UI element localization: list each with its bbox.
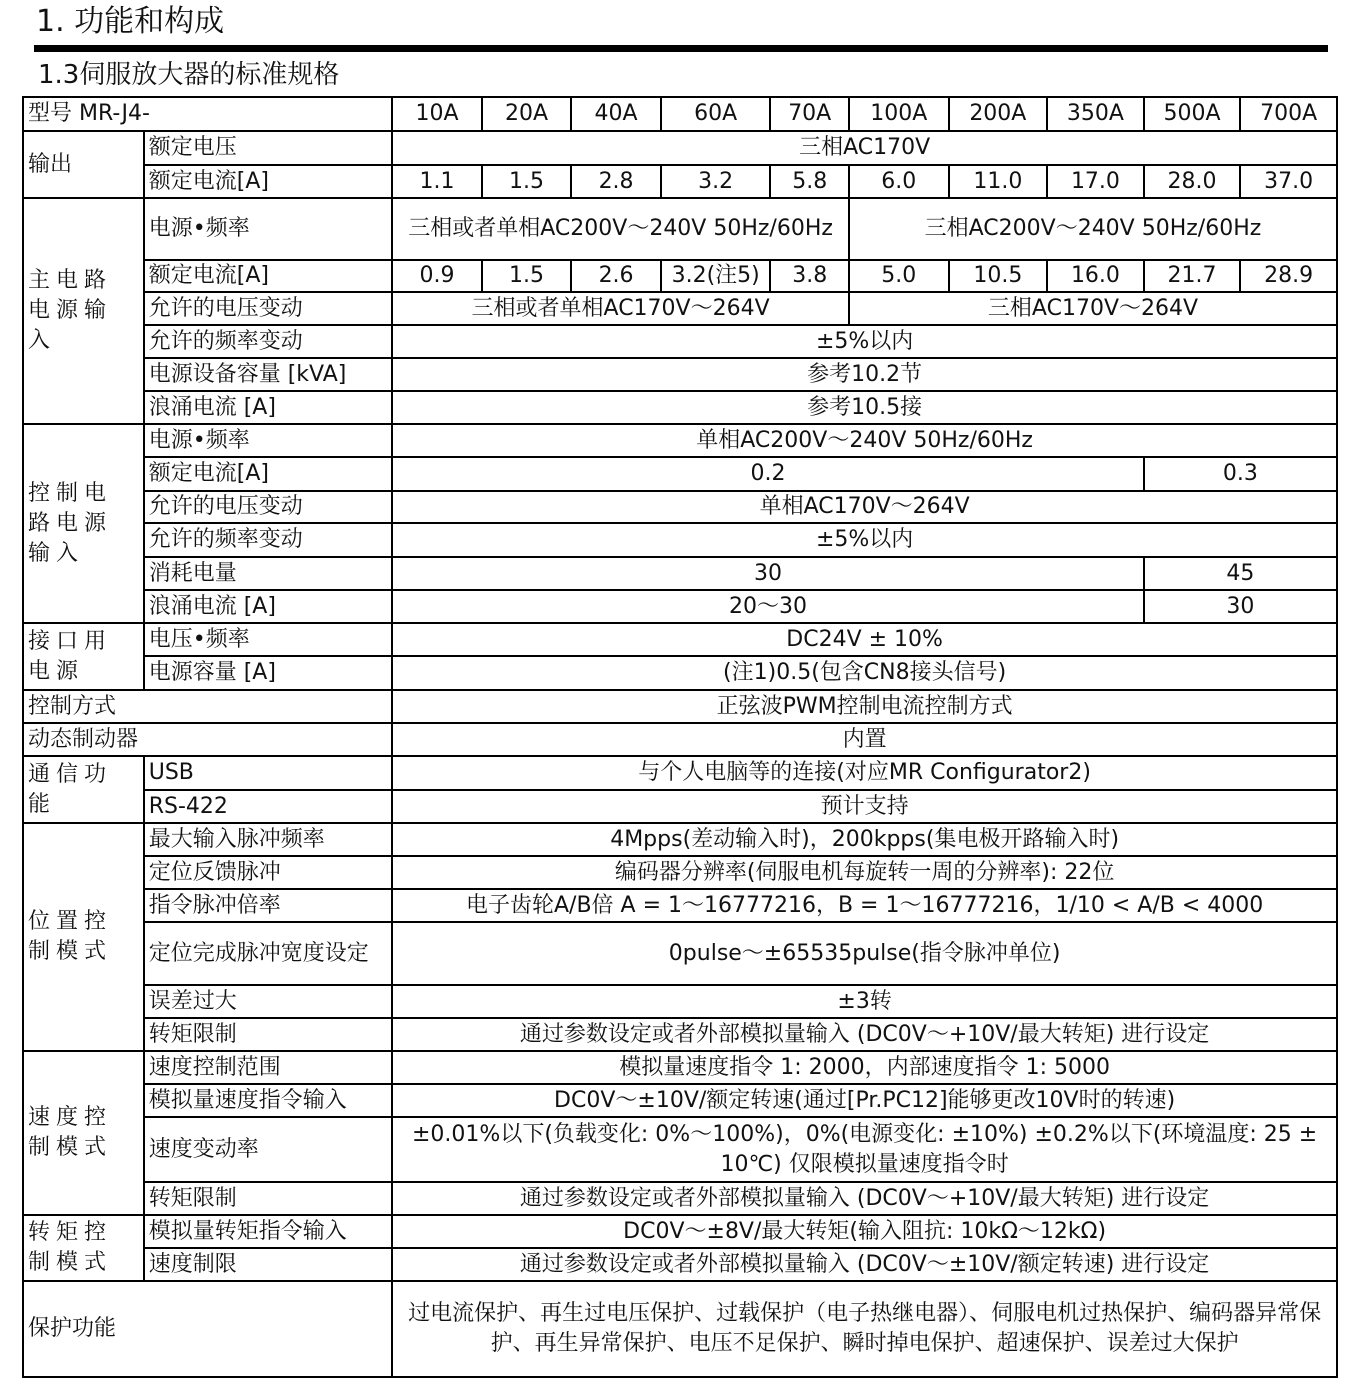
row-value: 30 <box>1144 590 1337 623</box>
table-row <box>23 198 1337 260</box>
model-cell: 20A <box>482 97 572 131</box>
table-row <box>23 623 1337 656</box>
row-value: 三相AC170V <box>392 131 1337 165</box>
row-label: 允许的电压变动 <box>144 292 393 325</box>
model-cell: 60A <box>661 97 771 131</box>
row-value: 单相AC170V～264V <box>392 491 1337 523</box>
row-label: 额定电流[A] <box>144 260 393 292</box>
group-control-circuit: 控制电路电源输入 <box>23 424 144 623</box>
value-cell: 17.0 <box>1047 165 1144 198</box>
table-row <box>23 1051 1337 1084</box>
table-row <box>23 723 1337 756</box>
row-label: 控制方式 <box>23 690 392 723</box>
table-row <box>23 457 1337 491</box>
row-value: 0.3 <box>1144 457 1337 491</box>
table-row <box>23 656 1337 690</box>
row-label: RS-422 <box>144 790 393 823</box>
table-row <box>23 391 1337 424</box>
value-cell: 3.2(注5) <box>661 260 771 292</box>
row-value: DC24V ± 10% <box>392 623 1337 656</box>
section-divider <box>34 45 1328 52</box>
row-label: 允许的频率变动 <box>144 523 393 557</box>
group-main-circuit: 主电路电源输入 <box>23 198 144 424</box>
table-row <box>23 1281 1337 1377</box>
row-value: 三相AC170V～264V <box>849 292 1337 325</box>
value-cell: 2.6 <box>571 260 661 292</box>
table-row <box>23 889 1337 922</box>
table-row <box>23 260 1337 292</box>
row-label: 额定电流[A] <box>144 457 393 491</box>
row-label: 电源•频率 <box>144 424 393 457</box>
table-row <box>23 1117 1337 1182</box>
model-cell: 200A <box>949 97 1048 131</box>
value-cell: 21.7 <box>1144 260 1241 292</box>
row-value: 通过参数设定或者外部模拟量输入 (DC0V～±10V/额定转速) 进行设定 <box>392 1248 1337 1281</box>
model-cell: 700A <box>1240 97 1337 131</box>
row-value: 编码器分辨率(伺服电机每旋转一周的分辨率): 22位 <box>392 856 1337 889</box>
row-label: 消耗电量 <box>144 557 393 590</box>
value-cell: 6.0 <box>849 165 949 198</box>
table-row <box>23 292 1337 325</box>
row-label: 定位完成脉冲宽度设定 <box>144 922 393 985</box>
row-value: 20～30 <box>392 590 1143 623</box>
subsection-title: 1.3伺服放大器的标准规格 <box>38 60 340 90</box>
table-row <box>23 97 1337 131</box>
table-row <box>23 823 1337 856</box>
value-cell: 3.8 <box>770 260 848 292</box>
row-label: 模拟量速度指令输入 <box>144 1084 393 1117</box>
table-row <box>23 756 1337 790</box>
table-row <box>23 523 1337 557</box>
row-label: 额定电流[A] <box>144 165 393 198</box>
value-cell: 1.5 <box>482 165 572 198</box>
row-value: (注1)0.5(包含CN8接头信号) <box>392 656 1337 690</box>
row-value: 0.2 <box>392 457 1143 491</box>
table-row <box>23 424 1337 457</box>
value-cell: 2.8 <box>571 165 661 198</box>
row-value: 45 <box>1144 557 1337 590</box>
value-cell: 1.5 <box>482 260 572 292</box>
table-row <box>23 690 1337 723</box>
row-label: USB <box>144 756 393 790</box>
row-label: 电压•频率 <box>144 623 393 656</box>
row-value: DC0V～±10V/额定转速(通过[Pr.PC12]能够更改10V时的转速) <box>392 1084 1337 1117</box>
row-value: 三相或者单相AC200V～240V 50Hz/60Hz <box>392 198 849 260</box>
row-label: 浪涌电流 [A] <box>144 391 393 424</box>
value-cell: 37.0 <box>1240 165 1337 198</box>
row-label: 允许的频率变动 <box>144 325 393 358</box>
table-row <box>23 325 1337 358</box>
row-label: 允许的电压变动 <box>144 491 393 523</box>
row-value: 过电流保护、再生过电压保护、过载保护（电子热继电器）、伺服电机过热保护、编码器异常保护、再生异常保护、电压不足保护、瞬时掉电保护、超速保护、误差过大保护 <box>392 1281 1337 1377</box>
row-value: 模拟量速度指令 1: 2000，内部速度指令 1: 5000 <box>392 1051 1337 1084</box>
row-label: 最大输入脉冲频率 <box>144 823 393 856</box>
row-label: 电源•频率 <box>144 198 393 260</box>
value-cell: 16.0 <box>1047 260 1144 292</box>
value-cell: 10.5 <box>949 260 1048 292</box>
model-cell: 100A <box>849 97 949 131</box>
value-cell: 28.9 <box>1240 260 1337 292</box>
value-cell: 0.9 <box>392 260 482 292</box>
row-label: 定位反馈脉冲 <box>144 856 393 889</box>
row-label: 转矩限制 <box>144 1018 393 1051</box>
row-value: 通过参数设定或者外部模拟量输入 (DC0V～+10V/最大转矩) 进行设定 <box>392 1182 1337 1215</box>
row-label: 速度变动率 <box>144 1117 393 1182</box>
table-row <box>23 165 1337 198</box>
row-value: 正弦波PWM控制电流控制方式 <box>392 690 1337 723</box>
model-cell: 70A <box>770 97 848 131</box>
row-value: 预计支持 <box>392 790 1337 823</box>
group-torque-mode: 转矩控制模式 <box>23 1215 144 1281</box>
row-label: 浪涌电流 [A] <box>144 590 393 623</box>
table-row <box>23 131 1337 165</box>
value-cell: 3.2 <box>661 165 771 198</box>
row-label: 电源设备容量 [kVA] <box>144 358 393 391</box>
group-interface-power: 接口用电源 <box>23 623 144 690</box>
row-value: 与个人电脑等的连接(对应MR Configurator2) <box>392 756 1337 790</box>
model-cell: 40A <box>571 97 661 131</box>
row-label: 速度制限 <box>144 1248 393 1281</box>
group-output: 输出 <box>23 131 144 198</box>
model-cell: 10A <box>392 97 482 131</box>
row-value: 三相AC200V～240V 50Hz/60Hz <box>849 198 1337 260</box>
row-label: 误差过大 <box>144 985 393 1018</box>
row-label: 速度控制范围 <box>144 1051 393 1084</box>
table-row <box>23 922 1337 985</box>
row-value: 参考10.2节 <box>392 358 1337 391</box>
row-value: 通过参数设定或者外部模拟量输入 (DC0V～+10V/最大转矩) 进行设定 <box>392 1018 1337 1051</box>
value-cell: 1.1 <box>392 165 482 198</box>
section-title: 1. 功能和构成 <box>36 4 225 39</box>
row-value: DC0V～±8V/最大转矩(输入阻抗: 10kΩ～12kΩ) <box>392 1215 1337 1248</box>
row-label: 电源容量 [A] <box>144 656 393 690</box>
value-cell: 5.0 <box>849 260 949 292</box>
table-row <box>23 1182 1337 1215</box>
model-label: 型号 MR-J4- <box>23 97 392 131</box>
row-value: ±0.01%以下(负载变化: 0%～100%)，0%(电源变化: ±10%) ±0.2%以下(环境温度: 25 ± 10℃) 仅限模拟量速度指令时 <box>392 1117 1337 1182</box>
value-cell: 11.0 <box>949 165 1048 198</box>
row-value: 0pulse～±65535pulse(指令脉冲单位) <box>392 922 1337 985</box>
row-label: 保护功能 <box>23 1281 392 1377</box>
row-value: 4Mpps(差动输入时)，200kpps(集电极开路输入时) <box>392 823 1337 856</box>
row-label: 动态制动器 <box>23 723 392 756</box>
row-value: 电子齿轮A/B倍 A = 1～16777216，B = 1～16777216，1/10 < A/B < 4000 <box>392 889 1337 922</box>
row-value: 内置 <box>392 723 1337 756</box>
row-value: ±3转 <box>392 985 1337 1018</box>
table-row <box>23 1018 1337 1051</box>
row-value: 三相或者单相AC170V～264V <box>392 292 849 325</box>
table-row <box>23 557 1337 590</box>
value-cell: 5.8 <box>770 165 848 198</box>
row-value: 参考10.5接 <box>392 391 1337 424</box>
group-position-mode: 位置控制模式 <box>23 823 144 1051</box>
row-label: 模拟量转矩指令输入 <box>144 1215 393 1248</box>
model-cell: 500A <box>1144 97 1241 131</box>
group-communication: 通信功能 <box>23 756 144 823</box>
table-row <box>23 1248 1337 1281</box>
row-value: 30 <box>392 557 1143 590</box>
value-cell: 28.0 <box>1144 165 1241 198</box>
table-row <box>23 856 1337 889</box>
spec-table <box>22 96 1338 1378</box>
table-row <box>23 985 1337 1018</box>
table-row <box>23 1084 1337 1117</box>
row-label: 转矩限制 <box>144 1182 393 1215</box>
table-row <box>23 491 1337 523</box>
row-label: 指令脉冲倍率 <box>144 889 393 922</box>
table-row <box>23 358 1337 391</box>
table-row <box>23 790 1337 823</box>
row-value: ±5%以内 <box>392 523 1337 557</box>
row-value: ±5%以内 <box>392 325 1337 358</box>
model-cell: 350A <box>1047 97 1144 131</box>
row-label: 额定电压 <box>144 131 393 165</box>
group-speed-mode: 速度控制模式 <box>23 1051 144 1215</box>
table-row <box>23 1215 1337 1248</box>
table-row <box>23 590 1337 623</box>
row-value: 单相AC200V～240V 50Hz/60Hz <box>392 424 1337 457</box>
